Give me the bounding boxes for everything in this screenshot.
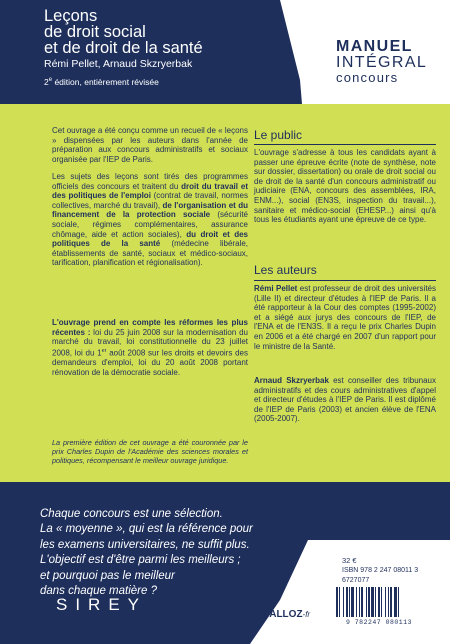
authors-heading: Les auteurs (254, 263, 317, 277)
barcode-bar (366, 587, 367, 617)
barcode-bar (359, 587, 360, 617)
edition-note: 2e édition, entièrement révisée (44, 77, 159, 87)
slogan-line: les examens universitaires, ne suffit plus. (40, 538, 250, 551)
public-heading: Le public (254, 128, 303, 142)
slogan-line: dans chaque matière ? (40, 585, 157, 598)
author-1-bio: Rémi Pellet est professeur de droit des universités (Lille II) et directeur d'études à l'IEP de Paris. Il a été rapporteur à la Cour des comptes (1995-2002) et a siégé aux jurys des concours de l'IEP, de l'ENA et de l'EN3S. Il a reçu le prix Charles Dupin en 2006 et a été chargé en 2007 d'un rapport pour le ministre de la Santé. (254, 284, 436, 351)
barcode-bar (336, 587, 338, 617)
award-note: La première édition de cet ouvrage a été couronnée par le prix Charles Dupin de l'Académie des sciences morales et politiques, récompensant le meilleur ouvrage juridique. (52, 438, 248, 465)
title-line-1: Leçons (44, 7, 98, 25)
dalloz-logo: DALLOZ-fr (262, 609, 311, 620)
public-text: L'ouvrage s'adresse à tous les candidats ayant à passer une épreuve écrite (note de synthèse, note sur dossier, dissertation) ou orale de droit social ou de droit de la santé d'un concours administratif ou judiciaire (ENA, concours des assemblées, IRA, ENM...), social (EN3S, inspection du travail...), sanitaire et médico-social (EHESP...) ainsi qu'à tous les étudiants ayant une épreuve de ce type. (254, 148, 436, 225)
series-manuel: MANUEL (336, 38, 413, 55)
barcode-number: 9 782247 080113 (345, 619, 412, 626)
barcode-bar (351, 587, 354, 617)
barcode-bar (339, 587, 340, 617)
series-concours: concours (336, 70, 399, 85)
barcode-bar (371, 587, 374, 617)
topics-paragraph: Les sujets des leçons sont tirés des programmes officiels des concours et traitent du droit du travail et des politiques de l'emploi (contrat de travail, normes collectives, marché du travail), de l'organisation et du financement de la protection sociale (sécurité sociale, régimes complémentaires, assurance chômage, aide et action sociales), du droit et des politiques de la santé (médecine libérale, établissements de santé, sociaux et médico-sociaux, tarification, planification et régionalisation). (52, 172, 248, 268)
barcode-bar (394, 587, 397, 617)
series-integral: INTÉGRAL (336, 54, 428, 71)
product-ref: 6727077 (342, 577, 370, 584)
book-title (44, 8, 274, 56)
barcode-bar (378, 587, 380, 617)
barcode-bar (385, 587, 386, 617)
slogan-line: La « moyenne », qui est la référence pour (40, 523, 253, 536)
barcode-bar (368, 587, 370, 617)
intro-paragraph: Cet ouvrage a été conçu comme un recueil de « leçons » dispensées par les auteurs dans l'année de préparation aux concours administratifs et sociaux organisée par l'IEP de Paris. (52, 126, 248, 164)
public-divider (254, 144, 436, 145)
slogan-line: L'objectif est d'être parmi les meilleurs ; (40, 554, 241, 567)
publisher-logo: SIREY (56, 595, 148, 614)
price: 32 € (342, 556, 357, 565)
barcode-bar (349, 587, 350, 617)
barcode-bar (375, 587, 376, 617)
barcode-bar (390, 587, 392, 617)
barcode-bar (388, 587, 389, 617)
barcode (332, 587, 426, 627)
slogan-line: Chaque concours est une sélection. (40, 508, 223, 520)
title-line-3: et de droit de la santé (44, 39, 203, 57)
slogan (40, 507, 330, 599)
barcode-bars (332, 587, 426, 619)
authors-divider (254, 280, 436, 281)
author-2-bio: Arnaud Skzryerbak est conseiller des tribunaux administratifs et des cours administratives d'appel et directeur d'études à l'IEP de Paris. Il est diplômé de l'IEP de Paris (2003) et ancien élève de l'ENA (2005-2007). (254, 376, 436, 424)
book-authors: Rémi Pellet, Arnaud Skzryerbak (44, 58, 193, 70)
slogan-line: et pourquoi pas le meilleur (40, 569, 175, 582)
barcode-bar (381, 587, 382, 617)
reforms-paragraph: L'ouvrage prend en compte les réformes les plus récentes : loi du 25 juin 2008 sur la modernisation du marché du travail, loi constitutionnelle du 23 juillet 2008, loi du 1er août 2008 sur les droits et devoirs des demandeurs d'emploi, loi du 20 août 2008 portant rénovation de la démocratie sociale. (52, 318, 249, 377)
barcode-bar (398, 587, 399, 617)
barcode-bar (343, 587, 344, 617)
barcode-bar (346, 587, 348, 617)
title-line-2: de droit social (44, 23, 146, 41)
isbn: ISBN 978 2 247 08011 3 (342, 567, 419, 574)
barcode-bar (356, 587, 357, 617)
barcode-bar (361, 587, 363, 617)
